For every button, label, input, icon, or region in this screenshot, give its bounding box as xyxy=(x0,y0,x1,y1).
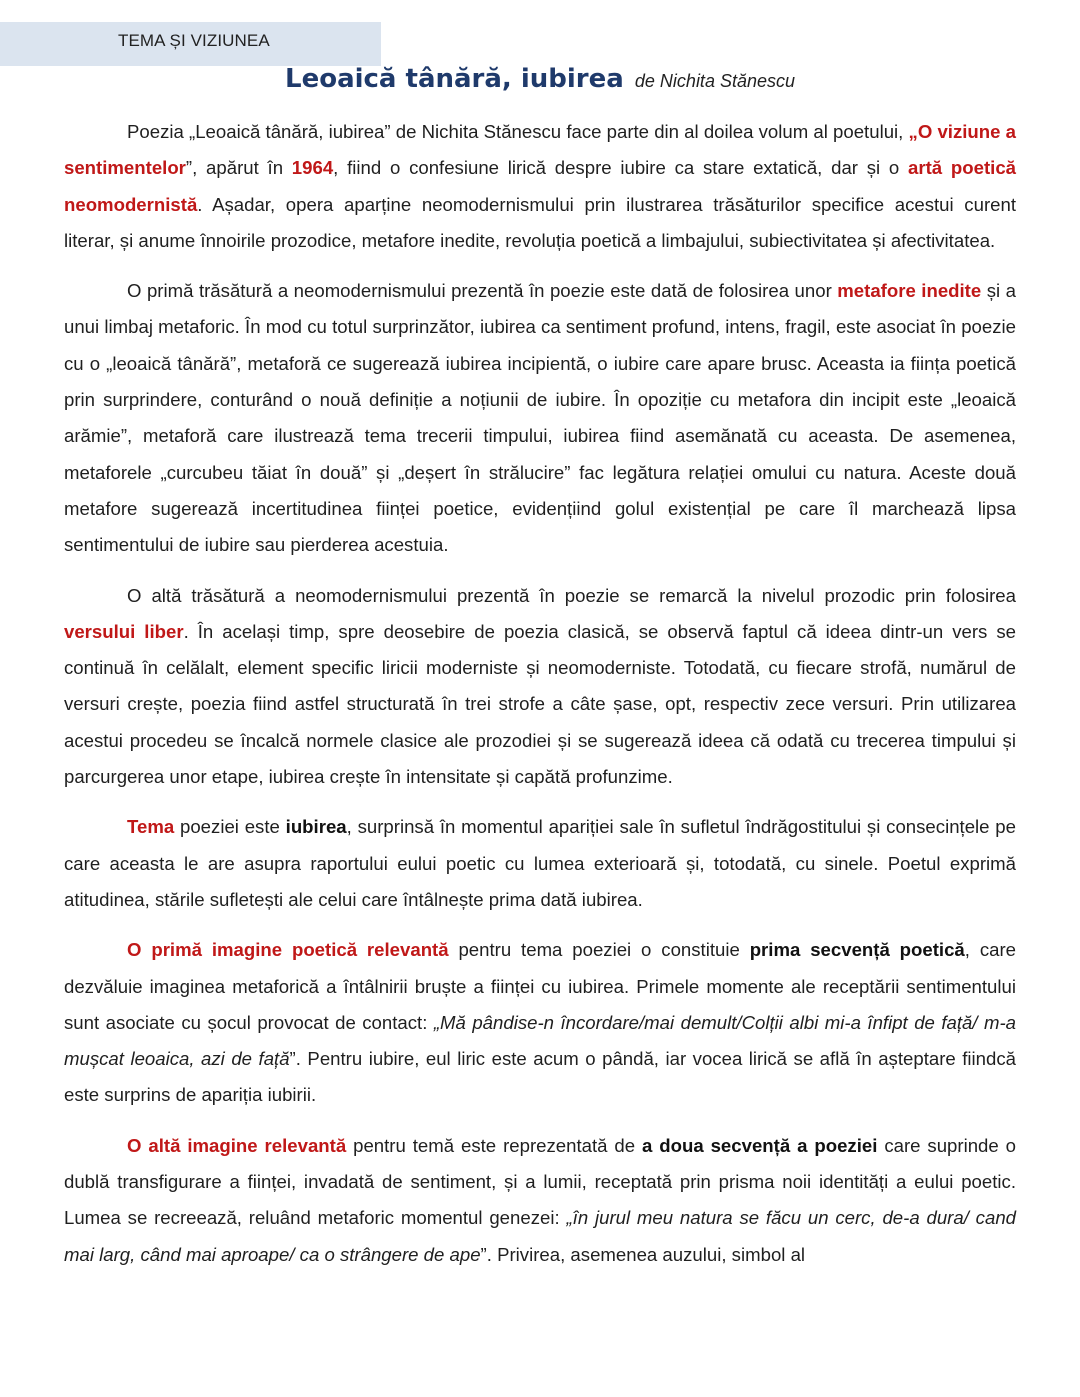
text-run: O primă trăsătură a neomodernismului prezentă în poezie este dată de folosirea unor xyxy=(127,280,838,302)
highlight-red: artă poetică neomodernistă xyxy=(64,157,1016,215)
highlight-it: „în jurul meu natura se făcu un cerc, de-a dura/ cand mai larg, când mai aproape/ ca o strângere de ape xyxy=(64,1207,1016,1265)
highlight-red: „O viziune a sentimentelor xyxy=(64,121,1016,179)
poem-author: de Nichita Stănescu xyxy=(634,71,795,91)
text-run: . În același timp, spre deosebire de poezia clasică, se observă faptul că ideea dintr-un vers se continuă în celălalt, element specific liricii moderniste și neomoderniste. Totodată, cu fiecare strofă, numărul de versuri crește, poezia fiind astfel structurată în trei strofe a câte șase, opt, respectiv zece versuri. Prin utilizarea acestui procedeu se încalcă normele clasice ale prozodiei și se sugerează ideea că odată cu trecerea timpului și parcurgerea unor etape, iubirea crește în intensitate și capătă profunzime. xyxy=(64,620,1016,788)
text-run: ”, apărut în xyxy=(185,157,292,179)
text-run: , surprinsă în momentul apariției sale în sufletul îndrăgostitului și consecințele pe care aceasta le are asupra raportului eului poetic cu lumea exterioară și, totodată, cu sinele. Poetul exprimă atitudinea, stările sufletești ale celui care întâlnește prima dată iubirea. xyxy=(64,816,1016,910)
paragraph-1 xyxy=(64,114,1016,259)
highlight-red: 1964 xyxy=(291,157,334,179)
text-run: pentru tema poeziei o constituie xyxy=(448,939,750,961)
essay-body xyxy=(64,114,1016,1287)
text-run: poeziei este xyxy=(174,816,286,838)
highlight-red: O primă imagine poetică relevantă xyxy=(127,939,449,961)
text-run: pentru temă este reprezentată de xyxy=(346,1134,642,1156)
text-run: O altă trăsătură a neomodernismului prezentă în poezie se remarcă la nivelul prozodic prin folosirea xyxy=(127,584,1016,606)
text-run: ”. Privirea, asemenea auzului, simbol al xyxy=(480,1243,806,1265)
highlight-red: versului liber xyxy=(64,620,184,642)
page-title xyxy=(0,64,1080,94)
text-run: . Așadar, opera aparține neomodernismului prin ilustrarea trăsăturilor specifice acestui curent literar, și anume înnoirile prozodice, metafore inedite, revoluția poetică a limbajului, subiectivitatea și afectivitatea. xyxy=(64,193,1016,251)
text-run: , care dezvăluie imaginea metaforică a întâlnirii bruște a ființei cu iubirea. Primele momente ale receptării sentimentului sunt asociate cu șocul provocat de contact: xyxy=(64,939,1016,1033)
text-run: care suprinde o dublă transfigurare a ființei, invadată de sentiment, și a lumii, receptată prin prisma noii identități a eului poetic. Lumea se recreează, reluând metaforic momentul genezei: xyxy=(64,1134,1017,1229)
highlight-it: „Mă pândise-n încordare/mai demult/Colții albi mi-a înfipt de față/ m-a mușcat leoaica, azi de față xyxy=(64,1011,1017,1070)
paragraph-5 xyxy=(64,932,1016,1113)
text-run: și a unui limbaj metaforic. În mod cu totul surprinzător, iubirea ca sentiment profund, intens, fragil, este asociat în poezie cu o „leoaică tânără”, metaforă ce sugerează iubirea incipientă, o iubire care apare brusc. Aceasta ia ființa poetică prin surprindere, conturând o nouă definiție a noțiunii de iubire. În opoziție cu metafora din incipit este „leoaică arămie”, metaforă care ilustrează tema trecerii timpului, iubirea fiind asemănată cu aceasta. De asemenea, metaforele „curcubeu tăiat în două” și „deșert în strălucire” fac legătura relației omului cu natura. Aceste două metafore sugerează incertitudinea ființei poetice, evidențiind golul existențial pe care îl marchează lipsa sentimentului de iubire sau pierderea acestuia. xyxy=(64,280,1017,556)
highlight-red: Tema xyxy=(127,816,175,838)
paragraph-4 xyxy=(64,809,1016,918)
highlight-b: prima secvență poetică xyxy=(749,939,965,961)
header-label: TEMA ȘI VIZIUNEA xyxy=(118,31,270,50)
highlight-red: metafore inedite xyxy=(837,280,982,302)
highlight-b: iubirea xyxy=(285,816,347,838)
highlight-red: O altă imagine relevantă xyxy=(127,1134,347,1156)
highlight-b: a doua secvență a poeziei xyxy=(642,1134,878,1156)
paragraph-2 xyxy=(64,273,1016,563)
paragraph-3 xyxy=(64,578,1016,796)
poem-title: Leoaică tânără, iubirea xyxy=(285,64,624,94)
text-run: , fiind o confesiune lirică despre iubire ca stare extatică, dar și o xyxy=(333,157,909,179)
text-run: ”. Pentru iubire, eul liric este acum o pândă, iar vocea lirică se află în așteptare fiindcă este surprins de apariția iubirii. xyxy=(64,1048,1016,1106)
paragraph-6 xyxy=(64,1128,1016,1273)
text-run: Poezia „Leoaică tânără, iubirea” de Nichita Stănescu face parte din al doilea volum al poetului, xyxy=(127,121,909,142)
